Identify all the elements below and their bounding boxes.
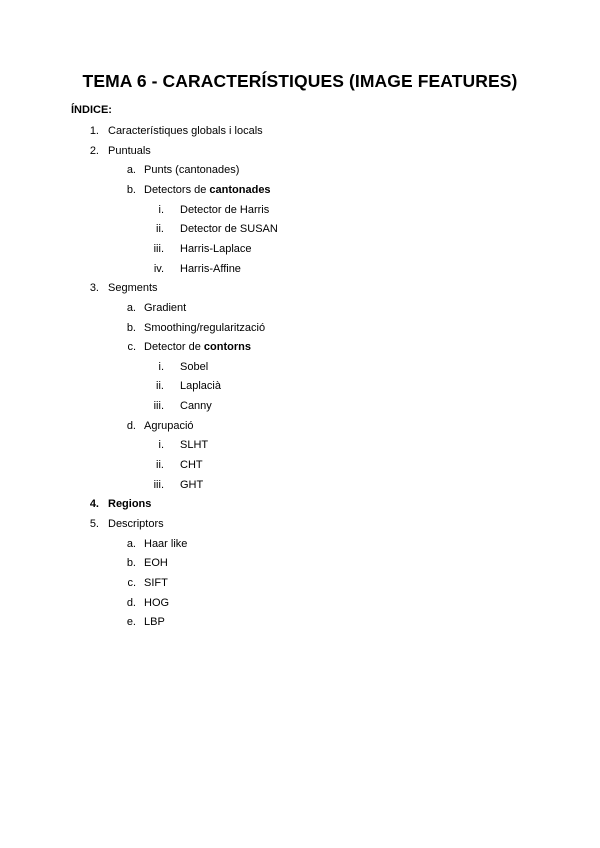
list-item-number: ii. bbox=[156, 223, 164, 236]
list-item-text bbox=[144, 321, 265, 335]
list-item-text bbox=[144, 537, 187, 551]
list-item bbox=[0, 399, 600, 413]
list-item-text bbox=[108, 124, 263, 138]
list-item bbox=[0, 321, 600, 335]
list-item bbox=[0, 281, 600, 295]
list-item-number: i. bbox=[158, 439, 164, 452]
list-item-label: Detector de SUSAN bbox=[180, 223, 278, 236]
list-item-text bbox=[108, 144, 151, 158]
list-item-label: Descriptors bbox=[108, 518, 164, 530]
list-item-number: 3. bbox=[89, 282, 99, 295]
list-item-label: LBP bbox=[144, 616, 165, 629]
list-item-text bbox=[144, 615, 165, 629]
list-item-label: Detectors de bbox=[144, 183, 210, 196]
list-item bbox=[0, 144, 600, 158]
list-item bbox=[0, 340, 600, 354]
list-item-number: b. bbox=[126, 557, 136, 570]
list-item-label: Harris-Affine bbox=[180, 262, 241, 275]
list-item-text bbox=[180, 262, 241, 276]
list-item-label: Harris-Laplace bbox=[180, 242, 252, 255]
index-heading: ÍNDICE: bbox=[71, 104, 112, 116]
list-item-number: i. bbox=[158, 360, 164, 373]
list-item-label: Detector de bbox=[144, 341, 204, 354]
list-item-number: 1. bbox=[89, 125, 99, 137]
list-item-number: 2. bbox=[89, 144, 99, 157]
list-item bbox=[0, 419, 600, 433]
list-item bbox=[0, 615, 600, 629]
list-item-label: Detector de Harris bbox=[180, 203, 270, 216]
list-item-number: c. bbox=[127, 576, 136, 589]
list-item bbox=[0, 222, 600, 236]
list-item-label: SIFT bbox=[144, 576, 168, 589]
list-item-number: b. bbox=[126, 183, 136, 196]
list-item-label: Segments bbox=[108, 282, 158, 295]
list-item-label: Smoothing/regularització bbox=[144, 321, 266, 334]
list-item bbox=[0, 576, 600, 590]
list-item-text bbox=[144, 576, 168, 590]
list-item-number: a. bbox=[126, 301, 136, 314]
list-item bbox=[0, 124, 600, 138]
list-item-label: GHT bbox=[180, 478, 204, 491]
list-item-label: Regions bbox=[108, 498, 152, 511]
list-item bbox=[0, 458, 600, 472]
list-item-bold-term: cantonades bbox=[209, 183, 271, 196]
list-item-number: c. bbox=[127, 341, 136, 354]
list-item-label: HOG bbox=[144, 596, 170, 609]
list-item bbox=[0, 537, 600, 551]
list-item-text bbox=[180, 458, 203, 472]
list-item bbox=[0, 497, 600, 511]
list-item-label: Puntuals bbox=[108, 144, 151, 157]
list-item-label: EOH bbox=[144, 557, 168, 570]
list-item-label: Gradient bbox=[144, 301, 187, 314]
list-item-number: b. bbox=[126, 321, 136, 334]
document-title: TEMA 6 - CARACTERÍSTIQUES (IMAGE FEATURES) bbox=[82, 71, 518, 91]
list-item-label: Canny bbox=[180, 400, 212, 413]
list-item-text bbox=[180, 203, 269, 217]
list-item-text bbox=[180, 379, 221, 393]
list-item-number: ii. bbox=[156, 380, 164, 393]
list-item bbox=[0, 360, 600, 374]
list-item-number: d. bbox=[126, 419, 136, 432]
list-item-label: Haar like bbox=[144, 537, 188, 550]
list-item bbox=[0, 556, 600, 570]
list-item-text bbox=[180, 360, 208, 374]
list-item bbox=[0, 301, 600, 315]
list-item-text bbox=[144, 301, 186, 315]
list-item-text bbox=[180, 242, 252, 256]
list-item-number: iii. bbox=[153, 242, 164, 255]
list-item-text bbox=[144, 556, 168, 570]
list-item bbox=[0, 242, 600, 256]
list-item-text bbox=[144, 340, 251, 354]
list-item-text bbox=[144, 183, 271, 197]
list-item-text bbox=[108, 281, 158, 295]
list-item-label: Característiques globals i locals bbox=[108, 125, 263, 137]
list-item-label: Laplacià bbox=[180, 380, 221, 393]
list-item-number: iii. bbox=[153, 400, 164, 413]
list-item-number: e. bbox=[126, 616, 136, 629]
list-item-text bbox=[180, 478, 203, 492]
list-item-number: iv. bbox=[153, 262, 164, 275]
list-item-text bbox=[180, 222, 278, 236]
list-item bbox=[0, 478, 600, 492]
list-item-label: Agrupació bbox=[144, 419, 194, 432]
list-item-label: Sobel bbox=[180, 360, 209, 373]
list-item-number: i. bbox=[158, 203, 164, 216]
list-item-text bbox=[180, 438, 208, 452]
list-item-label: SLHT bbox=[180, 439, 209, 452]
list-item bbox=[0, 203, 600, 217]
list-item-number: iii. bbox=[153, 478, 164, 491]
list-item bbox=[0, 163, 600, 177]
list-item-number: ii. bbox=[156, 459, 164, 472]
list-item-text bbox=[144, 596, 169, 610]
list-item-number: a. bbox=[126, 164, 136, 177]
list-item-number: 4. bbox=[89, 498, 99, 511]
list-item bbox=[0, 262, 600, 276]
list-item-text bbox=[144, 163, 239, 177]
list-item-text bbox=[144, 419, 194, 433]
list-item bbox=[0, 438, 600, 452]
list-item-text bbox=[108, 517, 164, 531]
list-item bbox=[0, 517, 600, 531]
list-item-text bbox=[108, 497, 151, 511]
list-item bbox=[0, 596, 600, 610]
list-item-number: a. bbox=[126, 537, 136, 550]
list-item-number: d. bbox=[126, 596, 136, 609]
list-item-number: 5. bbox=[89, 518, 99, 530]
list-item-label: CHT bbox=[180, 459, 203, 472]
list-item bbox=[0, 183, 600, 197]
list-item-text bbox=[180, 399, 212, 413]
list-item-label: Punts (cantonades) bbox=[144, 164, 240, 177]
list-item bbox=[0, 379, 600, 393]
list-item-bold-term: contorns bbox=[203, 341, 251, 354]
